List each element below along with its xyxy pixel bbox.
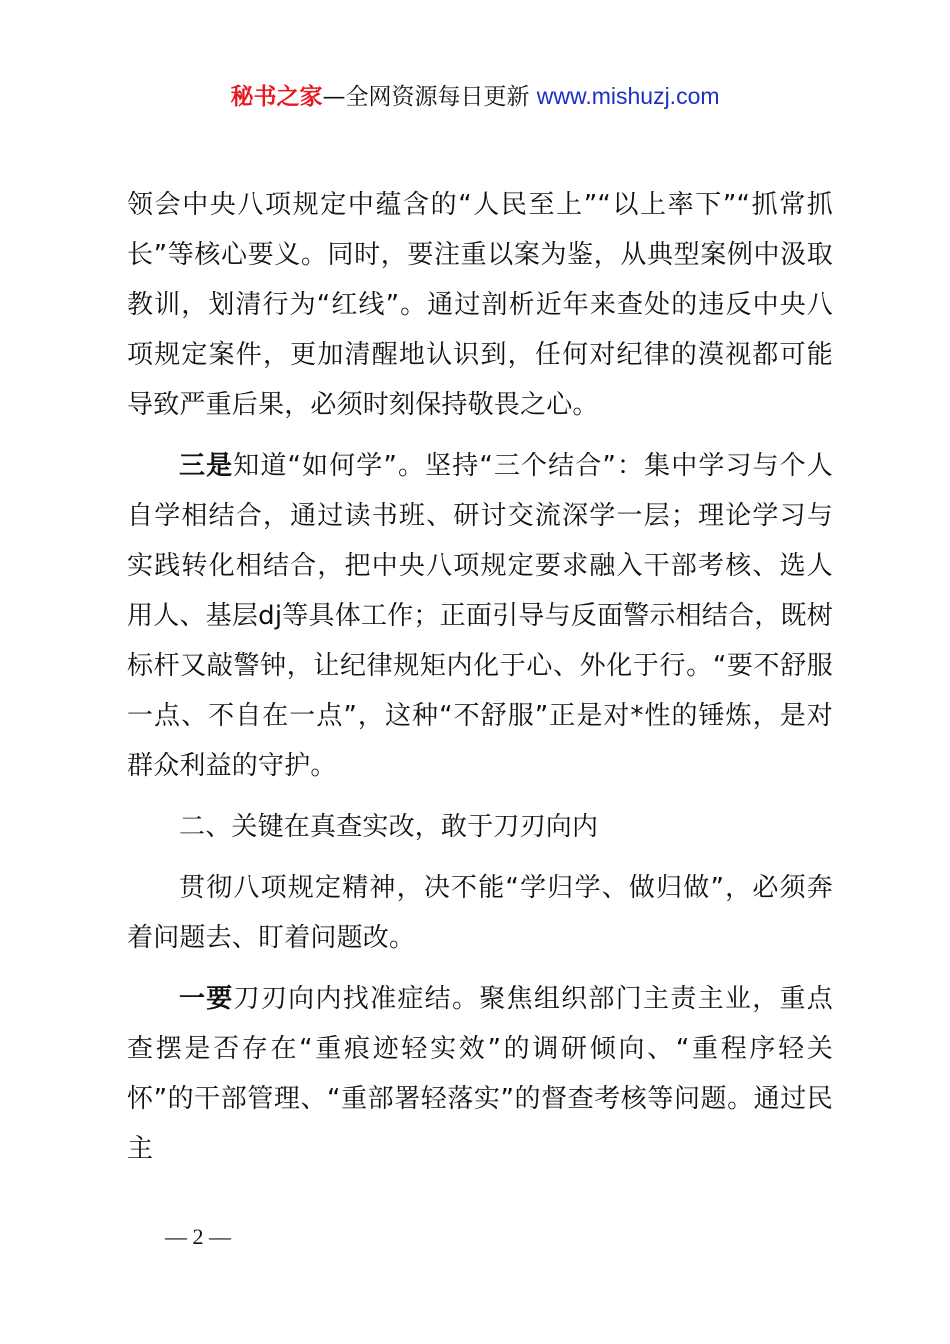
paragraph-2 [127, 441, 833, 791]
paragraph-4-text: 贯彻八项规定精神，决不能“学归学、做归做”，必须奔着问题去、盯着问题改。 [127, 873, 833, 953]
paragraph-4 [127, 863, 833, 963]
page-number: — 2 — [165, 1224, 231, 1249]
site-url-link[interactable]: www.mishuzj.com [536, 83, 720, 109]
site-name: 秘书之家 [230, 84, 323, 110]
page-header [0, 80, 950, 113]
site-tagline: —全网资源每日更新 [322, 84, 530, 110]
paragraph-2-text: 知道“如何学”。坚持“三个结合”：集中学习与个人自学相结合，通过读书班、研讨交流深学一层；理论学习与实践转化相结合，把中央八项规定要求融入干部考核、选人用人、基层dj等具体工作；正面引导与反面警示相结合，既树标杆又敲警钟，让纪律规矩内化于心、外化于行。“要不舒服一点、不自在一点”，这种“不舒服”正是对*性的锤炼，是对群众利益的守护。 [127, 451, 833, 781]
paragraph-5-text: 刀刃向内找准症结。聚焦组织部门主责主业，重点查摆是否存在“重痕迹轻实效”的调研倾向、“重程序轻关怀”的干部管理、“重部署轻落实”的督查考核等问题。通过民主 [127, 984, 833, 1164]
section-heading-text: 二、关键在真查实改，敢于刀刃向内 [179, 812, 599, 842]
paragraph-5 [127, 974, 833, 1174]
paragraph-2-lead: 三是 [179, 451, 234, 481]
paragraph-1 [127, 180, 833, 430]
paragraph-1-text: 领会中央八项规定中蕴含的“人民至上”“以上率下”“抓常抓长”等核心要义。同时，要注重以案为鉴，从典型案例中汲取教训，划清行为“红线”。通过剖析近年来查处的违反中央八项规定案件，更加清醒地认识到，任何对纪律的漠视都可能导致严重后果，必须时刻保持敬畏之心。 [127, 190, 833, 420]
paragraph-5-lead: 一要 [179, 984, 234, 1014]
document-body [127, 180, 833, 1174]
section-heading [127, 802, 833, 852]
